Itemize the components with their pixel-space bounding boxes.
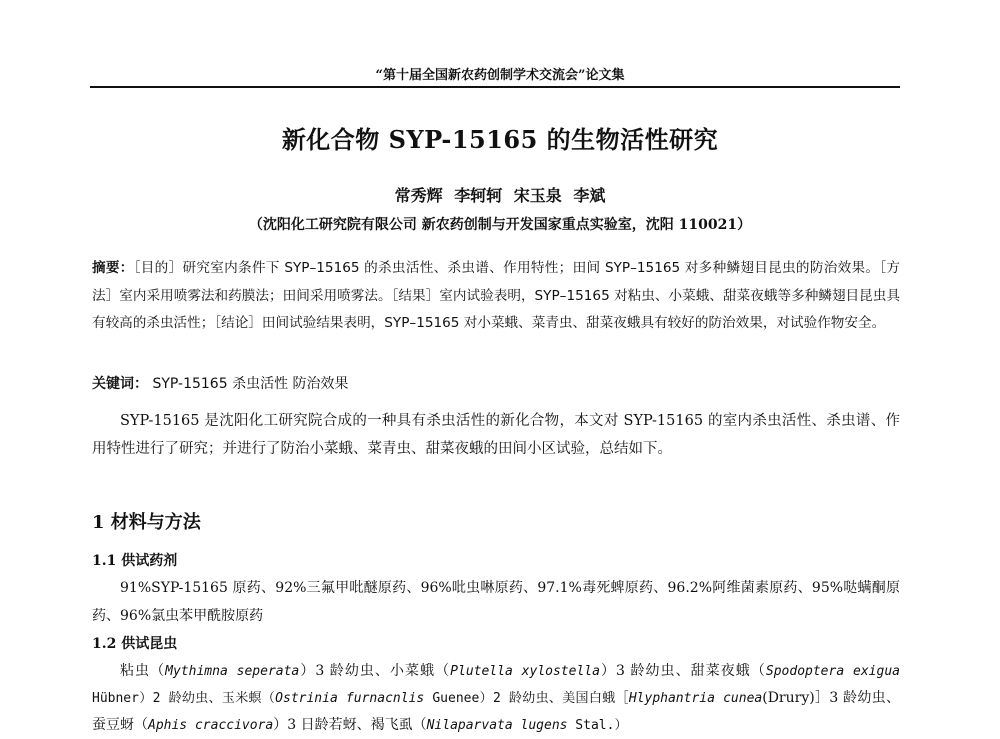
abstract-label: 摘要： bbox=[92, 260, 134, 276]
section-1-2-text bbox=[92, 658, 900, 739]
paper-title: 新化合物 SYP-15165 的生物活性研究 bbox=[281, 125, 719, 154]
text-run: Hübner）2 龄幼虫、玉米螟（ bbox=[92, 691, 276, 706]
abstract bbox=[92, 255, 900, 338]
authors: 常秀辉 李轲轲 宋玉泉 李斌 bbox=[394, 186, 606, 205]
species-name: Spodoptera exigua bbox=[765, 664, 900, 679]
running-header: “第十届全国新农药创制学术交流会”论文集 bbox=[375, 68, 625, 83]
keywords-label: 关键词： bbox=[92, 376, 148, 392]
text-run: ）3 龄幼虫、小菜蛾（ bbox=[299, 663, 451, 679]
keywords-text: SYP-15165 杀虫活性 防治效果 bbox=[152, 376, 349, 392]
section-heading-1-1: 1.1 供试药剂 bbox=[92, 553, 178, 569]
section-1-1-text: 91%SYP-15165 原药、92%三氟甲吡醚原药、96%吡虫啉原药、97.1%毒死蜱原药、96.2%阿维菌素原药、95%哒螨酮原药、96%氯虫苯甲酰胺原药 bbox=[92, 580, 900, 624]
header-rule bbox=[90, 86, 900, 88]
text-run: 粘虫（ bbox=[120, 663, 166, 679]
abstract-text: ［目的］研究室内条件下 SYP–15165 的杀虫活性、杀虫谱、作用特性；田间 SYP–15165 对多种鳞翅目昆虫的防治效果。［方法］室内采用喷雾法和药膜法；田间采用喷雾法。［结果］室内试验表明，SYP–15165 对粘虫、小菜蛾、甜菜夜蛾等多种鳞翅目昆虫具有较高的杀虫活性；［结论］田间试验结果表明，SYP–15165 对小菜蛾、菜青虫、甜菜夜蛾具有较好的防治效果，对试验作物安全。 bbox=[92, 260, 900, 331]
text-run: (Drury)］3 龄幼虫、蚕豆蚜（ bbox=[92, 690, 900, 733]
text-run: Stal.） bbox=[567, 718, 628, 733]
species-name: Nilaparvata lugens bbox=[426, 718, 568, 733]
species-name: Aphis craccivora bbox=[148, 718, 274, 733]
species-name: Ostrinia furnacnlis bbox=[275, 691, 425, 706]
intro-paragraph: SYP-15165 是沈阳化工研究院合成的一种具有杀虫活性的新化合物，本文对 SYP-15165 的室内杀虫活性、杀虫谱、作用特性进行了研究；并进行了防治小菜蛾、菜青虫、甜菜夜蛾的田间小区试验，总结如下。 bbox=[92, 413, 900, 457]
keywords bbox=[92, 371, 900, 399]
species-name: Mythimna seperata bbox=[165, 664, 300, 679]
species-name: Hlyphantria cunea bbox=[628, 691, 763, 706]
species-name: Plutella xylostella bbox=[450, 664, 600, 679]
text-run: Guenee）2 龄幼虫、美国白蛾［ bbox=[424, 691, 629, 706]
section-heading-1: 1 材料与方法 bbox=[92, 512, 201, 533]
affiliation: （沈阳化工研究院有限公司 新农药创制与开发国家重点实验室，沈阳 110021） bbox=[248, 217, 752, 233]
section-heading-1-2: 1.2 供试昆虫 bbox=[92, 636, 178, 652]
text-run: ）3 日龄若蚜、褐飞虱（ bbox=[273, 717, 427, 733]
text-run: ）3 龄幼虫、甜菜夜蛾（ bbox=[599, 663, 766, 679]
